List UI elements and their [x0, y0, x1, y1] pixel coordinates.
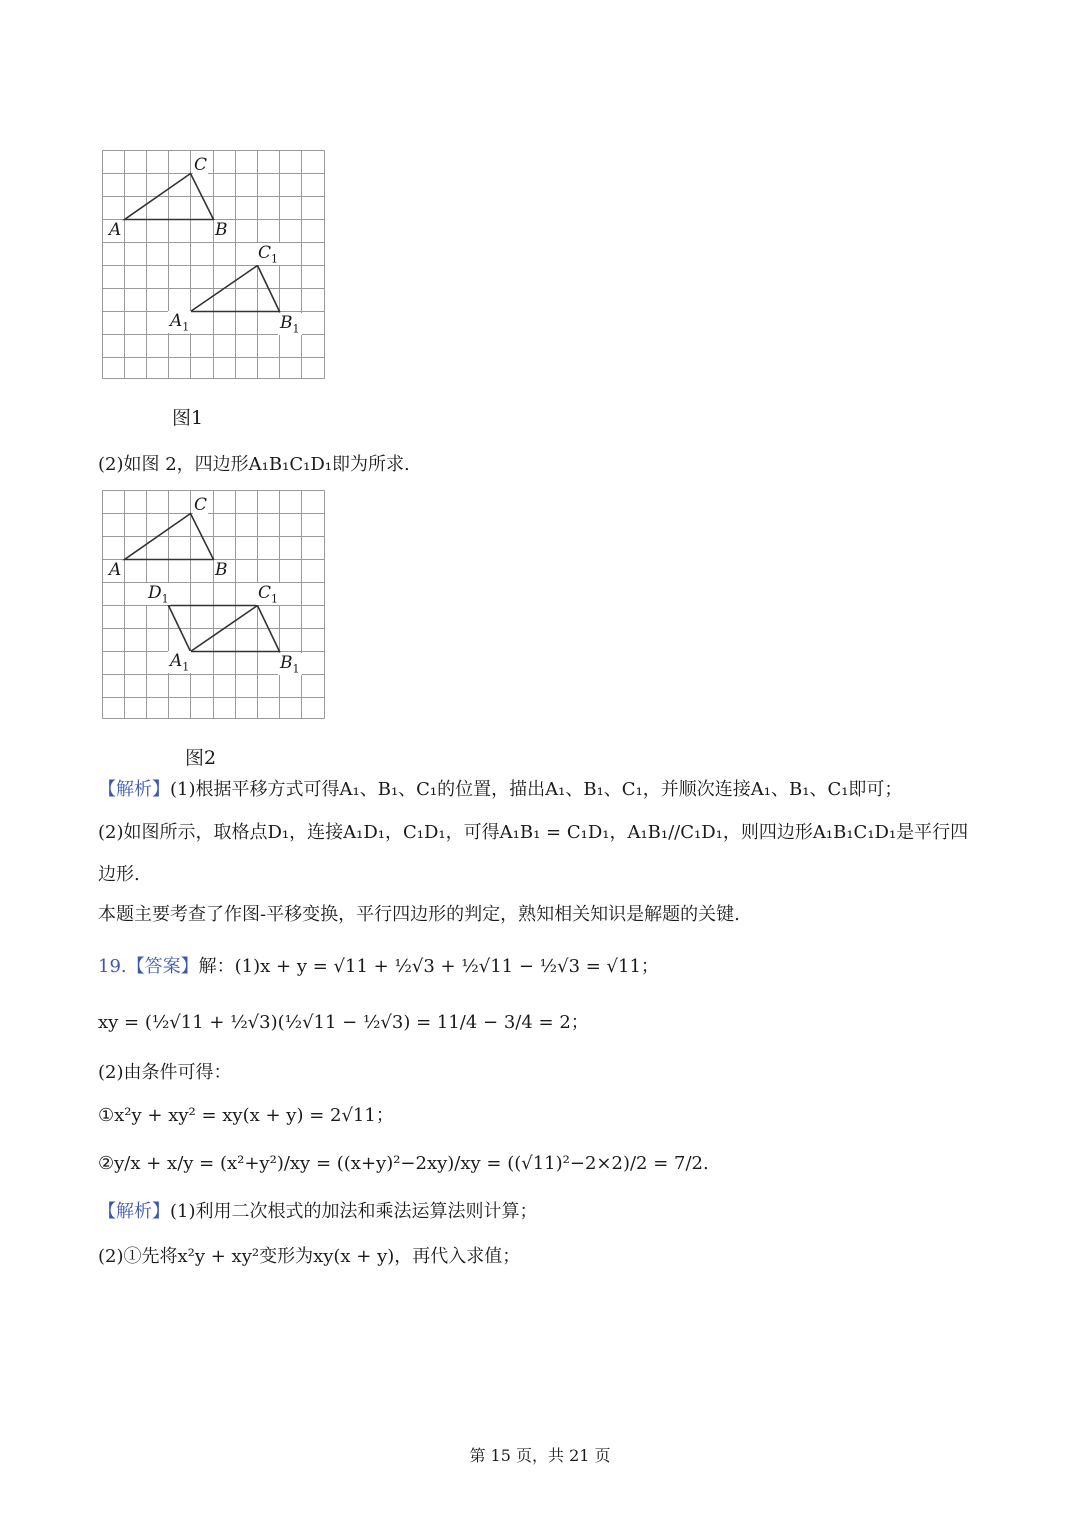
analysis-3: 【解析】(1)利用二次根式的加法和乘法运算法则计算； [98, 1201, 538, 1222]
analysis-2b: 边形. [98, 864, 140, 885]
analysis-2a: (2)如图所示，取格点D₁，连接A₁D₁，C₁D₁，可得A₁B₁ = C₁D₁，A₁B₁//C₁D₁，则四边形A₁B₁C₁D₁是平行四 [98, 822, 969, 843]
fig1-label-b1: $B_1$ [280, 313, 300, 336]
analysis-4: (2)①先将x²y + xy²变形为xy(x + y)，再代入求值； [98, 1246, 521, 1267]
q19-number: 19. [98, 956, 127, 977]
summary: 本题主要考查了作图-平移变换，平行四边形的判定，熟知相关知识是解题的关键. [98, 904, 740, 925]
fig2-label-a1: $A_1$ [170, 651, 190, 674]
analysis-1: 【解析】(1)根据平移方式可得A₁、B₁、C₁的位置，描出A₁、B₁、C₁，并顺次连接A₁、B₁、C₁即可； [98, 779, 903, 800]
analysis3-tag: 【解析】 [98, 1201, 170, 1222]
q19-circ1: ①x²y + xy² = xy(x + y) = 2√11； [98, 1105, 394, 1126]
fig1-label-c: C [194, 155, 208, 175]
q19-part2: (2)由条件可得： [98, 1062, 232, 1083]
fig1-label-a1: $A_1$ [170, 311, 190, 334]
figure-1-caption: 图1 [172, 407, 204, 429]
analysis-tag: 【解析】 [98, 779, 170, 800]
fig1-label-a: A [109, 220, 122, 240]
part2-intro: (2)如图 2，四边形A₁B₁C₁D₁即为所求. [98, 454, 410, 475]
fig2-label-c1: $C_1$ [258, 583, 279, 606]
fig2-label-b1: $B_1$ [280, 653, 300, 676]
fig1-label-c1: $C_1$ [258, 243, 279, 266]
q19-answer-tag: 【答案】 [126, 956, 199, 977]
q19-xy-line: xy = (½√11 + ½√3)(½√11 − ½√3) = 11/4 − 3/4 = 2； [98, 1012, 589, 1033]
fig2-label-c: C [194, 495, 208, 515]
q19-answer-line: 19.【答案】解：(1)x + y = √11 + ½√3 + ½√11 − ½√3 = √11； [98, 956, 659, 977]
fig2-label-b: B [215, 560, 228, 580]
fig2-label-d1: $D_1$ [148, 583, 169, 606]
fig2-label-a: A [109, 560, 122, 580]
fig1-label-b: B [215, 220, 228, 240]
q19-circ2: ②y/x + x/y = (x²+y²)/xy = ((x+y)²−2xy)/xy = ((√11)²−2×2)/2 = 7/2. [98, 1153, 709, 1174]
figure-1-grid [102, 150, 326, 380]
figure-2-caption: 图2 [185, 747, 217, 769]
page-footer: 第 15 页，共 21 页 [469, 1446, 611, 1465]
figure-2-grid [102, 490, 326, 720]
